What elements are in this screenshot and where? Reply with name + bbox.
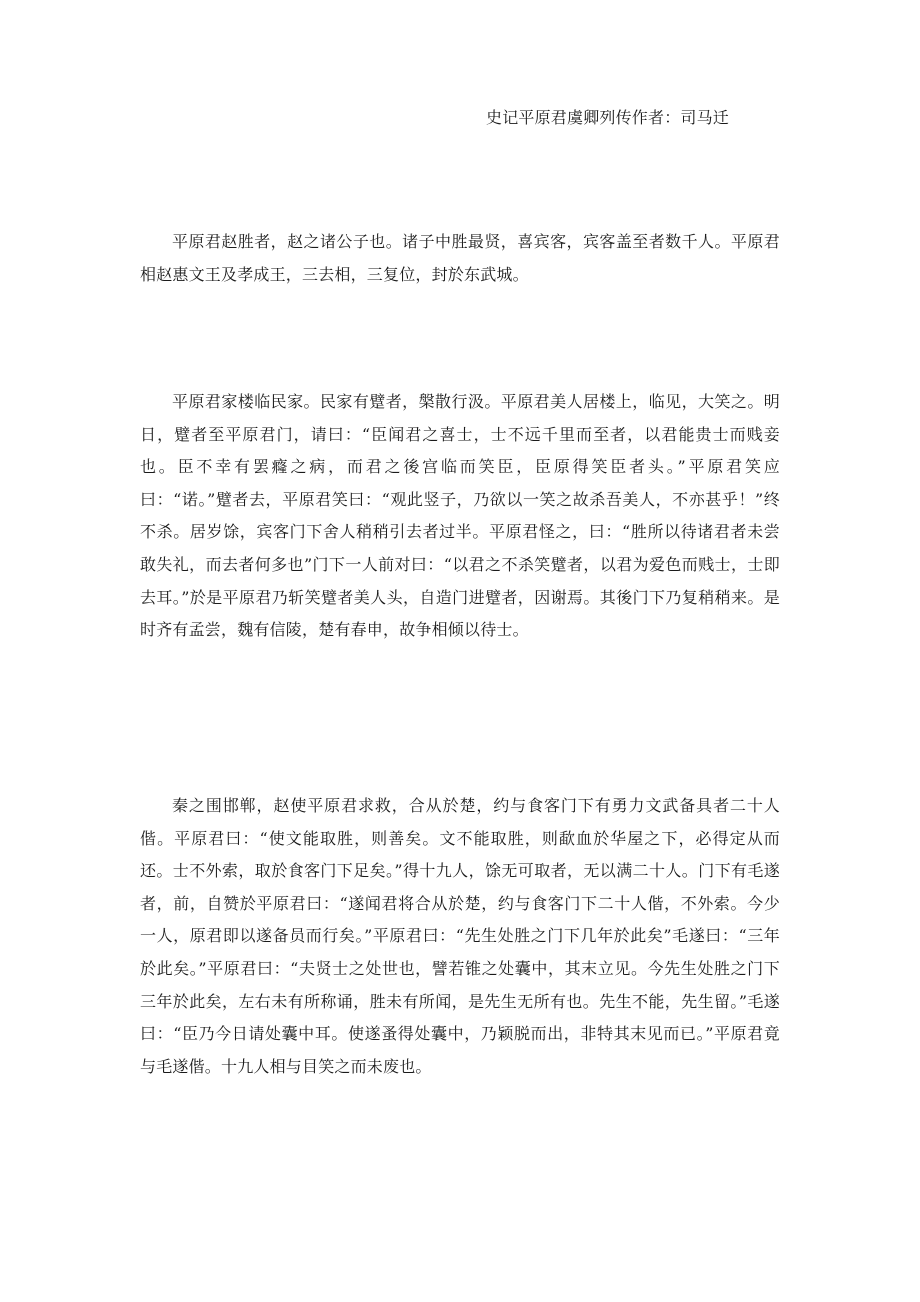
- document-title: 史记平原君虞卿列传作者：司马迁: [486, 108, 730, 127]
- paragraph-2: 平原君家楼临民家。民家有躄者，槃散行汲。平原君美人居楼上，临见，大笑之。明日，躄者至平原君门，请曰：“臣闻君之喜士，士不远千里而至者，以君能贵士而贱妾也。臣不幸有罢癃之病，而君之後宫临而笑臣，臣原得笑臣者头。”平原君笑应曰：“诺。”躄者去，平原君笑曰：“观此竖子，乃欲以一笑之故杀吾美人，不亦甚乎！”终不杀。居岁馀，宾客门下舍人稍稍引去者过半。平原君怪之，曰：“胜所以待诸君者未尝敢失礼，而去者何多也”门下一人前对曰：“以君之不杀笑躄者，以君为爱色而贱士，士即去耳。”於是平原君乃斩笑躄者美人头，自造门进躄者，因谢焉。其後门下乃复稍稍来。是时齐有孟尝，魏有信陵，楚有春申，故争相倾以待士。: [140, 392, 780, 640]
- paragraph-1: 平原君赵胜者，赵之诸公子也。诸子中胜最贤，喜宾客，宾客盖至者数千人。平原君相赵惠文王及孝成王，三去相，三复位，封於东武城。: [140, 232, 780, 284]
- paragraph-3: 秦之围邯郸，赵使平原君求救，合从於楚，约与食客门下有勇力文武备具者二十人偕。平原君曰：“使文能取胜，则善矣。文不能取胜，则歃血於华屋之下，必得定从而还。士不外索，取於食客门下足矣。”得十九人，馀无可取者，无以满二十人。门下有毛遂者，前，自赞於平原君曰：“遂闻君将合从於楚，约与食客门下二十人偕，不外索。今少一人，原君即以遂备员而行矣。”平原君曰：“先生处胜之门下几年於此矣”毛遂曰：“三年於此矣。”平原君曰：“夫贤士之处世也，譬若锥之处囊中，其末立见。今先生处胜之门下三年於此矣，左右未有所称诵，胜未有所闻，是先生无所有也。先生不能，先生留。”毛遂曰：“臣乃今日请处囊中耳。使遂蚤得处囊中，乃颖脱而出，非特其末见而已。”平原君竟与毛遂偕。十九人相与目笑之而未废也。: [140, 796, 780, 1076]
